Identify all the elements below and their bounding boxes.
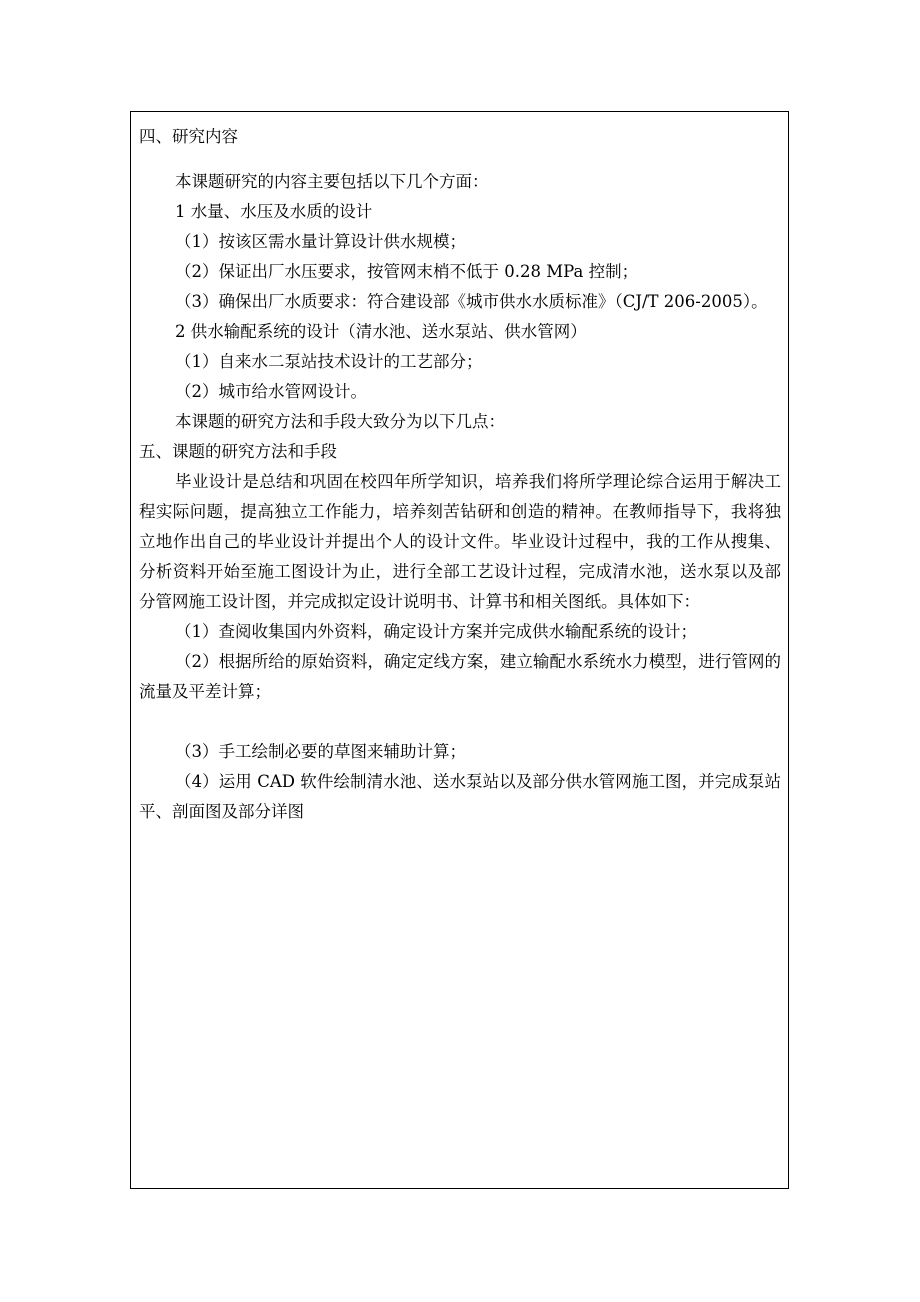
section-5-heading: 五、课题的研究方法和手段 xyxy=(139,442,337,461)
item-1-title: 1 水量、水压及水质的设计 xyxy=(175,202,373,221)
item-1-sub-1: （1）按该区需水量计算设计供水规模； xyxy=(175,232,466,251)
step-4: （4）运用 CAD 软件绘制清水池、送水泵站以及部分供水管网施工图，并完成泵站平、剖面图及部分详图 xyxy=(139,772,781,821)
section-5-paragraph: 毕业设计是总结和巩固在校四年所学知识，培养我们将所学理论综合运用于解决工程实际问题，提高独立工作能力，培养刻苦钻研和创造的精神。在教师指导下，我将独立地作出自己的毕业设计并提出个人的设计文件。毕业设计过程中，我的工作从搜集、分析资料开始至施工图设计为止，进行全部工艺设计过程，完成清水池，送水泵以及部分管网施工设计图，并完成拟定设计说明书、计算书和相关图纸。具体如下： xyxy=(139,472,781,611)
step-3: （3）手工绘制必要的草图来辅助计算； xyxy=(175,742,466,761)
document-body xyxy=(139,122,781,827)
blank-line xyxy=(139,707,781,737)
section-4-heading: 四、研究内容 xyxy=(139,127,238,146)
item-2-sub-1: （1）自来水二泵站技术设计的工艺部分； xyxy=(175,352,483,371)
step-2: （2）根据所给的原始资料，确定定线方案，建立输配水系统水力模型，进行管网的流量及平差计算； xyxy=(139,652,781,701)
item-1-sub-3: （3）确保出厂水质要求：符合建设部《城市供水水质标准》（CJ/T 206-2005）。 xyxy=(175,292,768,311)
item-2-title: 2 供水输配系统的设计（清水池、送水泵站、供水管网） xyxy=(175,322,587,341)
item-2-sub-2: （2）城市给水管网设计。 xyxy=(175,382,367,401)
item-1-sub-2: （2）保证出厂水压要求，按管网末梢不低于 0.28 MPa 控制； xyxy=(175,262,639,281)
method-intro: 本课题的研究方法和手段大致分为以下几点： xyxy=(175,412,505,431)
step-1: （1）查阅收集国内外资料，确定设计方案并完成供水输配系统的设计； xyxy=(175,622,697,641)
section-4-intro: 本课题研究的内容主要包括以下几个方面： xyxy=(175,172,489,191)
